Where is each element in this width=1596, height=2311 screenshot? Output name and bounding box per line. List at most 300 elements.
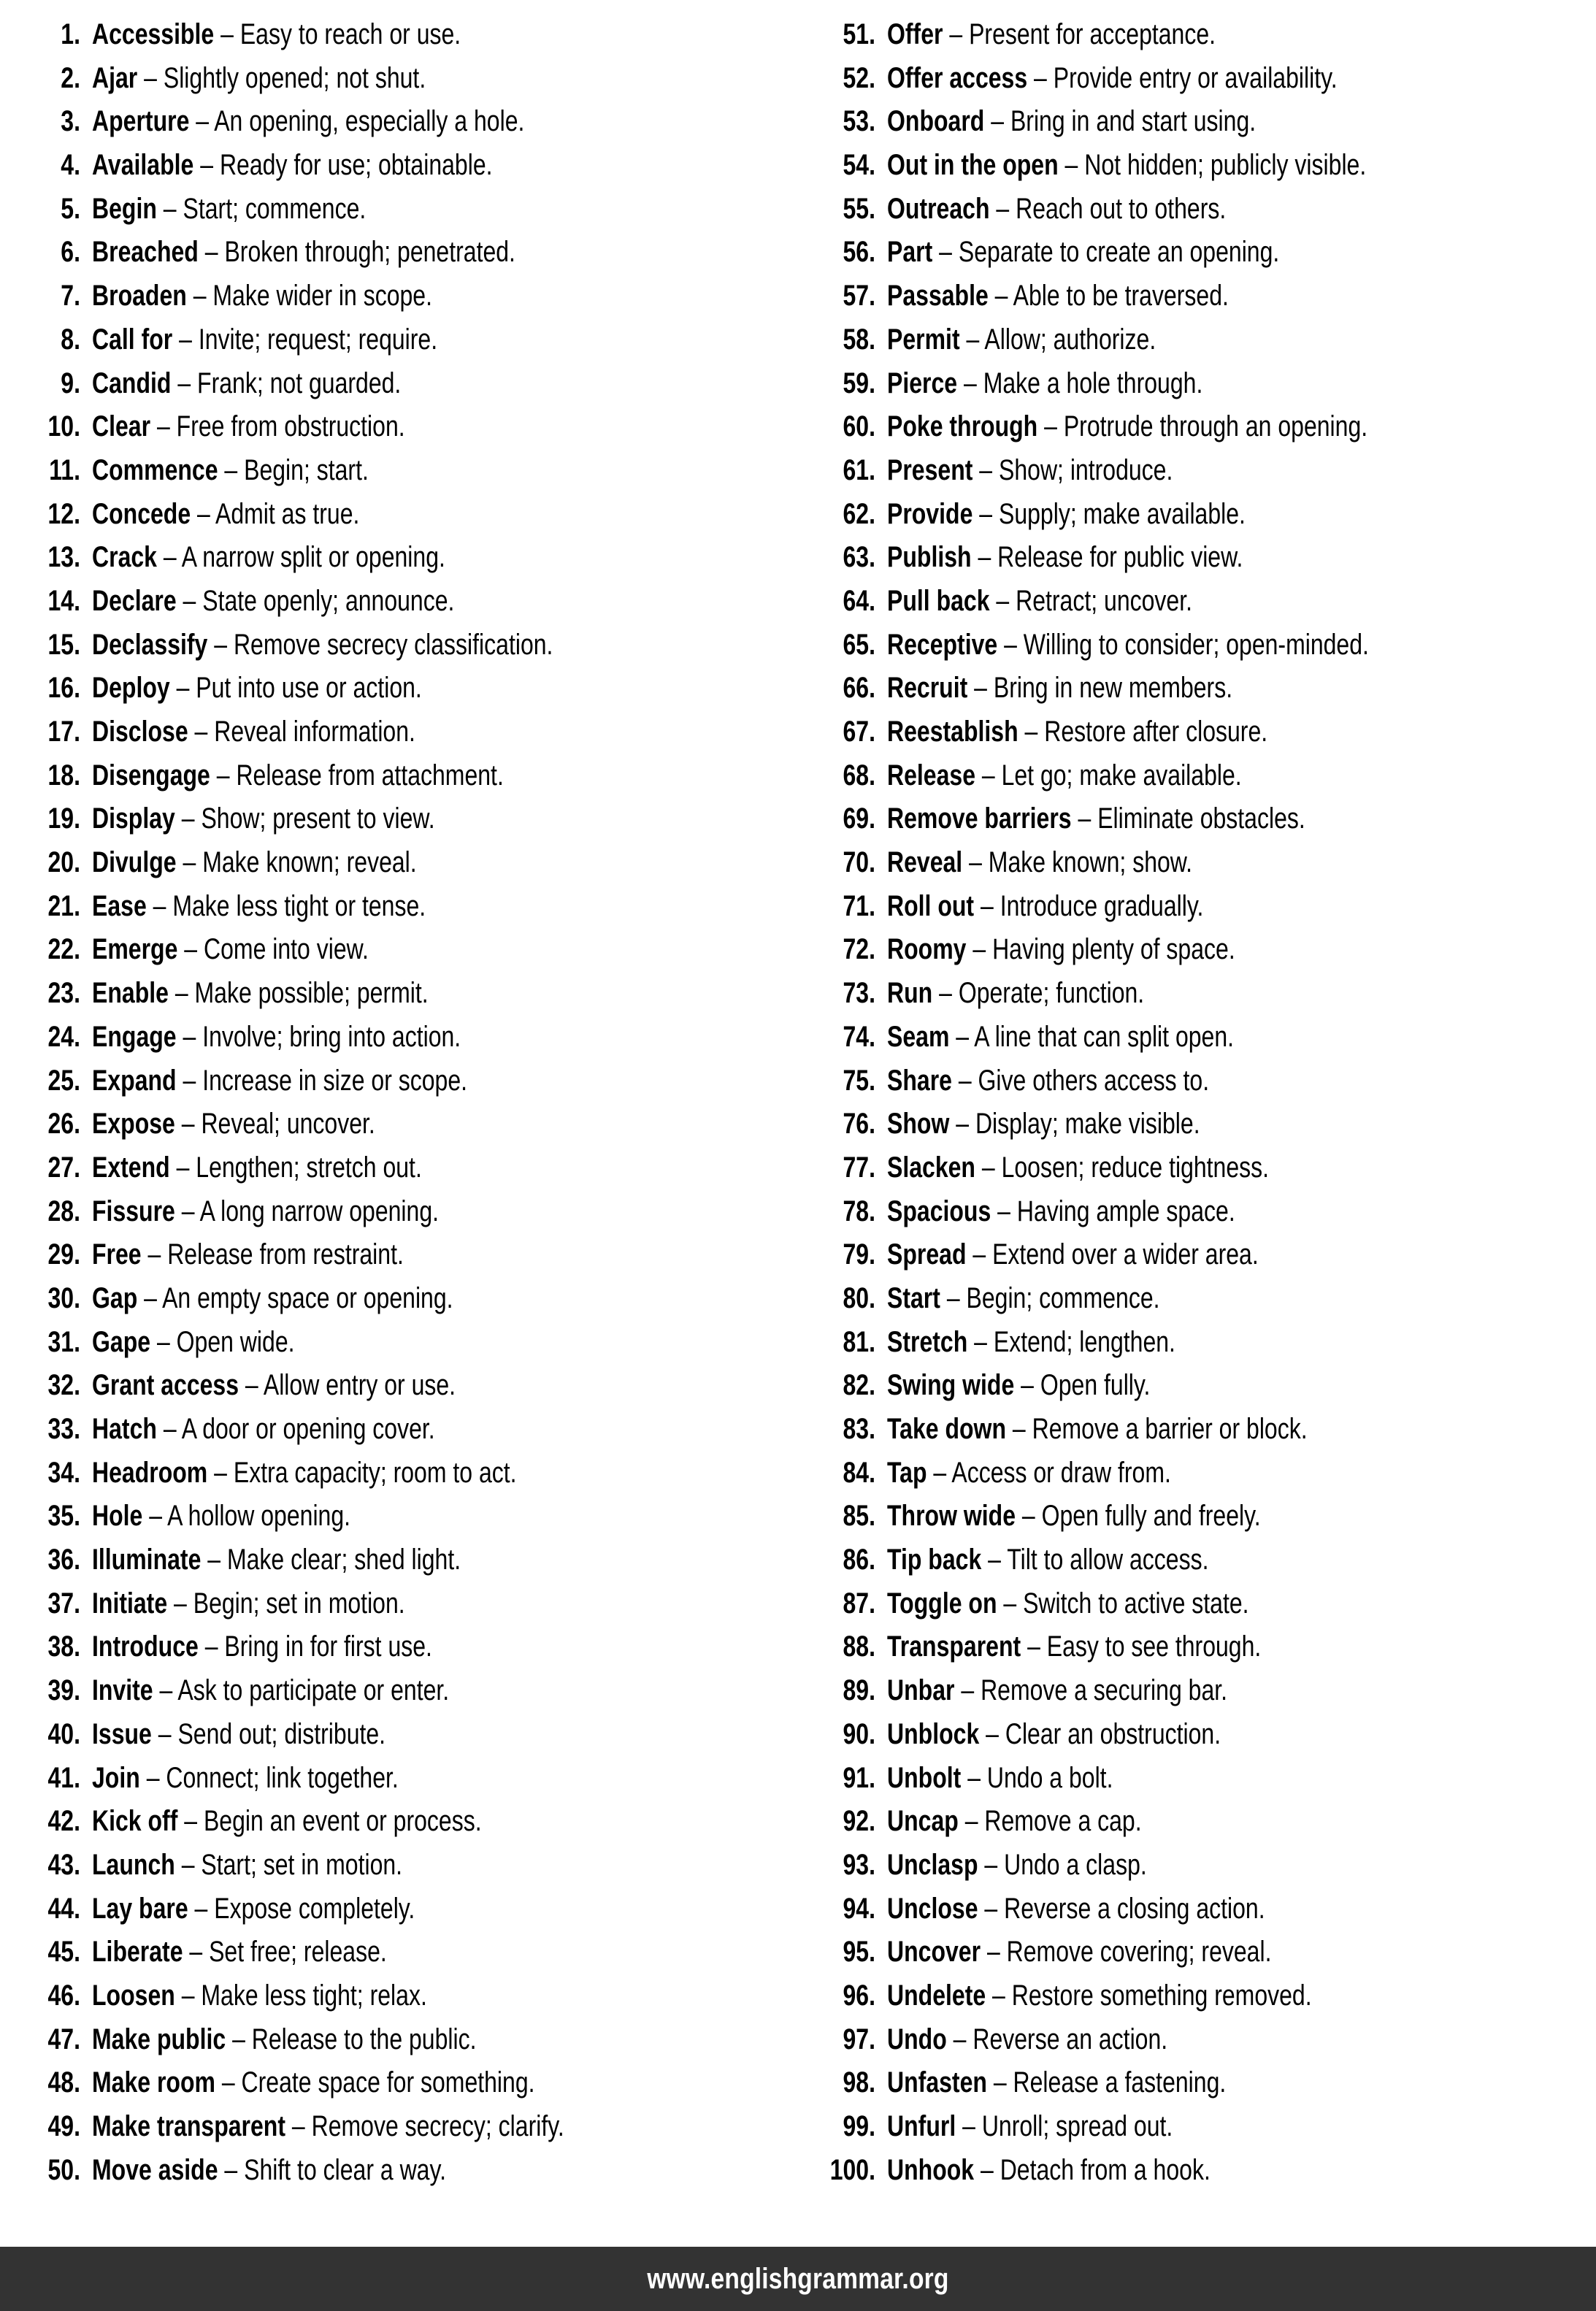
term-definition-separator: – xyxy=(183,846,196,879)
list-item-body xyxy=(80,405,405,449)
term-definition-separator: – xyxy=(177,367,191,399)
right-column xyxy=(798,13,1596,2192)
term-definition-separator: – xyxy=(176,672,190,705)
list-item-definition: Extend over a wider area. xyxy=(992,1238,1259,1271)
list-item-term: Ajar xyxy=(92,61,138,94)
list-item xyxy=(813,2105,1596,2149)
list-item-term: Initiate xyxy=(92,1587,168,1620)
list-item-term: Join xyxy=(92,1761,140,1794)
list-item-number: 18. xyxy=(47,759,80,792)
list-item xyxy=(18,972,798,1016)
term-definition-separator: – xyxy=(988,1544,1001,1576)
list-item-body xyxy=(875,1103,1200,1146)
term-definition-separator: – xyxy=(158,1717,172,1750)
term-definition-separator: – xyxy=(163,192,177,225)
list-item-body xyxy=(875,1538,1208,1582)
list-item-body xyxy=(875,2149,1211,2193)
list-item-definition: Increase in size or scope. xyxy=(202,1064,468,1097)
list-item-body xyxy=(80,841,417,885)
list-item-body xyxy=(875,1974,1312,2018)
list-item-body xyxy=(875,493,1246,537)
term-definition-separator: – xyxy=(220,18,234,50)
list-item xyxy=(813,100,1596,144)
list-item-term: Roll out xyxy=(887,889,975,922)
list-item-number: 59. xyxy=(843,367,875,399)
list-item-term: Issue xyxy=(92,1717,152,1750)
list-item-number: 31. xyxy=(47,1325,80,1358)
list-item xyxy=(18,885,798,929)
list-item-term: Receptive xyxy=(887,628,998,661)
list-item-definition: An opening, especially a hole. xyxy=(214,105,525,138)
term-definition-separator: – xyxy=(984,1892,998,1925)
list-item-body xyxy=(80,275,432,318)
list-item-definition: Provide entry or availability. xyxy=(1053,61,1338,94)
list-item-definition: Begin; commence. xyxy=(966,1281,1160,1314)
list-item-definition: Reverse a closing action. xyxy=(1004,1892,1265,1925)
term-definition-separator: – xyxy=(197,497,210,530)
list-item-term: Emerge xyxy=(92,933,178,966)
list-item-term: Publish xyxy=(887,541,972,574)
list-item xyxy=(18,710,798,754)
list-item-number: 94. xyxy=(843,1892,875,1925)
list-item-term: Loosen xyxy=(92,1979,175,2012)
list-item-body xyxy=(875,2018,1167,2062)
list-item-definition: Operate; function. xyxy=(958,977,1145,1010)
list-item-number: 13. xyxy=(47,541,80,574)
list-item-number: 40. xyxy=(47,1717,80,1750)
term-definition-separator: – xyxy=(953,2023,967,2055)
list-item-number: 99. xyxy=(843,2110,875,2142)
term-definition-separator: – xyxy=(183,584,196,617)
list-item-number: 7. xyxy=(61,280,80,313)
list-item-definition: Reverse an action. xyxy=(972,2023,1168,2055)
list-item xyxy=(18,536,798,580)
list-item xyxy=(813,1538,1596,1582)
list-item-body xyxy=(80,318,437,362)
term-definition-separator: – xyxy=(181,802,195,835)
list-item-term: Out in the open xyxy=(887,149,1059,182)
list-item-definition: Detach from a hook. xyxy=(1000,2153,1211,2186)
list-item-term: Unfasten xyxy=(887,2066,987,2099)
list-item xyxy=(18,362,798,406)
list-item-definition: A long narrow opening. xyxy=(199,1195,440,1227)
list-item-term: Roomy xyxy=(887,933,967,966)
list-item-definition: Admit as true. xyxy=(215,497,360,530)
list-item-number: 44. xyxy=(47,1892,80,1925)
list-item-term: Undelete xyxy=(887,1979,986,2012)
list-item-body xyxy=(80,580,454,624)
term-definition-separator: – xyxy=(984,1848,998,1881)
term-definition-separator: – xyxy=(181,1195,195,1227)
term-definition-separator: – xyxy=(194,1892,208,1925)
list-item-body xyxy=(80,1059,467,1103)
list-item-definition: Bring in for first use. xyxy=(224,1630,432,1663)
list-item-definition: Show; introduce. xyxy=(999,453,1173,486)
list-item xyxy=(18,231,798,275)
list-item xyxy=(813,580,1596,624)
list-item-number: 23. xyxy=(47,977,80,1010)
list-item-term: Declassify xyxy=(92,628,208,661)
list-item-definition: Release from restraint. xyxy=(167,1238,404,1271)
list-item-body xyxy=(80,972,429,1016)
list-item-body xyxy=(80,13,461,57)
list-item-definition: Give others access to. xyxy=(978,1064,1210,1097)
list-item-body xyxy=(80,1800,482,1844)
list-item-number: 92. xyxy=(843,1805,875,1838)
list-item-definition: Supply; make available. xyxy=(998,497,1246,530)
list-item-term: Spacious xyxy=(887,1195,991,1227)
list-item-term: Provide xyxy=(887,497,973,530)
list-item-number: 50. xyxy=(47,2153,80,2186)
list-item-body xyxy=(80,1408,435,1452)
term-definition-separator: – xyxy=(232,2023,245,2055)
list-item xyxy=(18,1974,798,2018)
list-item-body xyxy=(80,1321,295,1365)
term-definition-separator: – xyxy=(979,453,993,486)
list-item-definition: Display; make visible. xyxy=(975,1108,1200,1141)
list-item-term: Unblock xyxy=(887,1717,980,1750)
list-item xyxy=(18,1582,798,1626)
list-item-term: Invite xyxy=(92,1674,153,1707)
list-item-number: 15. xyxy=(47,628,80,661)
list-item xyxy=(813,231,1596,275)
list-item-definition: Loosen; reduce tightness. xyxy=(1001,1151,1270,1184)
term-definition-separator: – xyxy=(200,149,214,182)
list-item-definition: A narrow split or opening. xyxy=(181,541,445,574)
list-item-body xyxy=(80,536,445,580)
list-item-body xyxy=(80,1669,449,1713)
list-item-body xyxy=(80,1582,405,1626)
list-item-definition: Begin; start. xyxy=(244,453,369,486)
list-item-body xyxy=(875,754,1242,798)
term-definition-separator: – xyxy=(1044,410,1057,443)
list-item xyxy=(18,1844,798,1887)
list-item-definition: Connect; link together. xyxy=(166,1761,399,1794)
term-definition-separator: – xyxy=(159,1674,173,1707)
list-item-definition: Put into use or action. xyxy=(196,672,422,705)
list-item-body xyxy=(875,972,1144,1016)
term-definition-separator: – xyxy=(1021,1369,1034,1402)
list-item-term: Disclose xyxy=(92,716,188,748)
list-item xyxy=(18,2149,798,2193)
list-item-body xyxy=(80,2149,446,2193)
list-item xyxy=(18,1059,798,1103)
list-item-term: Lay bare xyxy=(92,1892,188,1925)
list-item-body xyxy=(875,1408,1308,1452)
list-item xyxy=(813,1364,1596,1408)
list-item-definition: Protrude through an opening. xyxy=(1063,410,1368,443)
list-item-body xyxy=(80,928,369,972)
list-item-number: 48. xyxy=(47,2066,80,2099)
list-item-body xyxy=(875,667,1232,710)
list-item-term: Onboard xyxy=(887,105,985,138)
list-item-number: 42. xyxy=(47,1805,80,1838)
list-item-definition: Clear an obstruction. xyxy=(1005,1717,1221,1750)
list-item xyxy=(813,275,1596,318)
list-item-definition: Able to be traversed. xyxy=(1013,280,1229,313)
list-item-body xyxy=(80,797,435,841)
list-item-definition: Allow entry or use. xyxy=(263,1369,456,1402)
list-item xyxy=(18,2018,798,2062)
list-item-number: 64. xyxy=(843,584,875,617)
list-item-term: Start xyxy=(887,1281,940,1314)
list-item xyxy=(18,1669,798,1713)
list-item-term: Undo xyxy=(887,2023,947,2055)
list-item-definition: Release for public view. xyxy=(997,541,1243,574)
term-definition-separator: – xyxy=(967,1761,981,1794)
list-item-definition: Not hidden; publicly visible. xyxy=(1084,149,1367,182)
list-item-term: Call for xyxy=(92,323,173,356)
list-item xyxy=(813,928,1596,972)
term-definition-separator: – xyxy=(939,977,952,1010)
list-item-definition: Come into view. xyxy=(204,933,369,966)
list-item xyxy=(813,188,1596,231)
list-item-term: Slacken xyxy=(887,1151,975,1184)
list-item xyxy=(813,1582,1596,1626)
term-definition-separator: – xyxy=(163,541,177,574)
list-item xyxy=(18,144,798,188)
list-item-definition: Tilt to allow access. xyxy=(1007,1544,1209,1576)
list-item-term: Spread xyxy=(887,1238,967,1271)
list-item-body xyxy=(875,2061,1226,2105)
term-definition-separator: – xyxy=(189,1936,203,1969)
term-definition-separator: – xyxy=(962,2110,975,2142)
list-item xyxy=(813,2018,1596,2062)
list-item-number: 28. xyxy=(47,1195,80,1227)
list-item xyxy=(18,1016,798,1059)
term-definition-separator: – xyxy=(1012,1413,1026,1445)
term-definition-separator: – xyxy=(153,889,166,922)
list-item xyxy=(18,100,798,144)
term-definition-separator: – xyxy=(224,2153,238,2186)
list-item xyxy=(18,1277,798,1321)
list-item-number: 67. xyxy=(843,716,875,748)
list-item-body xyxy=(80,667,422,710)
term-definition-separator: – xyxy=(156,410,170,443)
list-item-body xyxy=(875,1713,1221,1757)
list-item-term: Tap xyxy=(887,1456,927,1489)
list-item-number: 36. xyxy=(47,1544,80,1576)
list-item-number: 32. xyxy=(47,1369,80,1402)
term-definition-separator: – xyxy=(183,1020,196,1053)
list-item xyxy=(813,1452,1596,1495)
term-definition-separator: – xyxy=(181,1979,195,2012)
list-item-term: Unclose xyxy=(887,1892,978,1925)
list-item-term: Divulge xyxy=(92,846,177,879)
list-item-term: Ease xyxy=(92,889,147,922)
list-item-body xyxy=(875,1452,1171,1495)
list-item-number: 91. xyxy=(843,1761,875,1794)
list-item-number: 37. xyxy=(47,1587,80,1620)
list-item-definition: Free from obstruction. xyxy=(176,410,405,443)
list-item-term: Reestablish xyxy=(887,716,1018,748)
term-definition-separator: – xyxy=(1021,1500,1035,1533)
list-item-body xyxy=(875,405,1367,449)
list-item-definition: Frank; not guarded. xyxy=(197,367,402,399)
list-item-term: Unfurl xyxy=(887,2110,956,2142)
list-item-term: Uncover xyxy=(887,1936,981,1969)
list-item-term: Enable xyxy=(92,977,169,1010)
list-item-definition: Make less tight; relax. xyxy=(201,1979,427,2012)
list-item-number: 54. xyxy=(843,149,875,182)
list-item xyxy=(813,2061,1596,2105)
list-item-body xyxy=(80,1103,375,1146)
list-item-term: Deploy xyxy=(92,672,170,705)
list-item xyxy=(18,1364,798,1408)
list-item xyxy=(813,1757,1596,1801)
list-item xyxy=(813,624,1596,667)
list-item-definition: Create space for something. xyxy=(241,2066,535,2099)
term-definition-separator: – xyxy=(156,1325,170,1358)
list-item-term: Unbolt xyxy=(887,1761,962,1794)
list-item-definition: Ready for use; obtainable. xyxy=(219,149,493,182)
list-item-number: 87. xyxy=(843,1587,875,1620)
list-item-definition: Release from attachment. xyxy=(236,759,504,792)
term-definition-separator: – xyxy=(176,1151,190,1184)
list-item-term: Disengage xyxy=(92,759,210,792)
list-item-number: 4. xyxy=(61,149,80,182)
list-item-term: Offer access xyxy=(887,61,1028,94)
list-item-definition: State openly; announce. xyxy=(202,584,455,617)
list-item xyxy=(18,449,798,493)
list-item-definition: Extra capacity; room to act. xyxy=(233,1456,517,1489)
list-item-body xyxy=(80,1844,402,1887)
list-item-definition: Having ample space. xyxy=(1016,1195,1235,1227)
list-item-body xyxy=(875,188,1226,231)
term-definition-separator: – xyxy=(1064,149,1078,182)
list-item xyxy=(18,1887,798,1931)
list-item xyxy=(18,1931,798,1974)
list-item-definition: Invite; request; require. xyxy=(198,323,438,356)
list-item-number: 45. xyxy=(47,1936,80,1969)
list-item-body xyxy=(80,710,415,754)
list-item-number: 16. xyxy=(47,672,80,705)
list-item-body xyxy=(875,797,1305,841)
list-item xyxy=(813,1233,1596,1277)
list-item-number: 100. xyxy=(829,2153,875,2186)
list-item-definition: Release to the public. xyxy=(251,2023,477,2055)
list-item xyxy=(813,1321,1596,1365)
list-item-body xyxy=(80,57,426,101)
list-item-term: Fissure xyxy=(92,1195,175,1227)
list-item-term: Make public xyxy=(92,2023,226,2055)
term-definition-separator: – xyxy=(184,933,198,966)
list-item-number: 69. xyxy=(843,802,875,835)
list-item-body xyxy=(80,2061,535,2105)
list-item-number: 71. xyxy=(843,889,875,922)
term-definition-separator: – xyxy=(979,497,993,530)
list-item xyxy=(18,1538,798,1582)
term-definition-separator: – xyxy=(958,1064,972,1097)
list-item-term: Passable xyxy=(887,280,989,313)
list-item-number: 11. xyxy=(49,453,80,486)
list-item-term: Unclasp xyxy=(887,1848,978,1881)
list-item-number: 74. xyxy=(843,1020,875,1053)
list-item-definition: Remove secrecy; clarify. xyxy=(311,2110,564,2142)
list-item-term: Offer xyxy=(887,18,943,50)
list-item-definition: Make known; show. xyxy=(988,846,1193,879)
list-item-term: Gape xyxy=(92,1325,151,1358)
list-item-definition: Separate to create an opening. xyxy=(958,236,1280,269)
list-item-term: Expand xyxy=(92,1064,177,1097)
term-definition-separator: – xyxy=(966,323,980,356)
list-item-number: 22. xyxy=(47,933,80,966)
list-item-term: Outreach xyxy=(887,192,990,225)
list-item-body xyxy=(875,928,1235,972)
two-column-list xyxy=(0,13,1596,2233)
list-item xyxy=(18,318,798,362)
list-item-body xyxy=(875,841,1192,885)
list-item-body xyxy=(875,1495,1261,1538)
term-definition-separator: – xyxy=(181,1848,195,1881)
term-definition-separator: – xyxy=(961,1674,975,1707)
list-item xyxy=(813,1146,1596,1190)
term-definition-separator: – xyxy=(214,628,228,661)
list-item xyxy=(813,1408,1596,1452)
list-item-definition: An empty space or opening. xyxy=(162,1281,453,1314)
list-item xyxy=(813,1495,1596,1538)
term-definition-separator: – xyxy=(956,1020,970,1053)
term-definition-separator: – xyxy=(972,933,986,966)
list-item-number: 82. xyxy=(843,1369,875,1402)
list-item-body xyxy=(875,1931,1271,1974)
term-definition-separator: – xyxy=(997,1195,1010,1227)
list-item xyxy=(18,1800,798,1844)
term-definition-separator: – xyxy=(996,192,1010,225)
list-item-body xyxy=(875,1277,1160,1321)
list-item-definition: Begin an event or process. xyxy=(203,1805,482,1838)
list-item-term: Poke through xyxy=(887,410,1038,443)
list-item-definition: Make wider in scope. xyxy=(212,280,432,313)
list-item-term: Aperture xyxy=(92,105,190,138)
list-item-term: Seam xyxy=(887,1020,950,1053)
list-item-body xyxy=(80,1931,387,1974)
list-item-definition: Remove a cap. xyxy=(984,1805,1142,1838)
term-definition-separator: – xyxy=(291,2110,305,2142)
term-definition-separator: – xyxy=(978,541,991,574)
term-definition-separator: – xyxy=(149,1500,163,1533)
list-item-number: 80. xyxy=(843,1281,875,1314)
list-item-number: 57. xyxy=(843,280,875,313)
list-item-body xyxy=(875,1016,1234,1059)
list-item-body xyxy=(80,1887,415,1931)
list-item-definition: Bring in and start using. xyxy=(1010,105,1257,138)
list-item-definition: Extend; lengthen. xyxy=(993,1325,1175,1358)
list-item-definition: Restore after closure. xyxy=(1044,716,1268,748)
term-definition-separator: – xyxy=(1034,61,1047,94)
list-item-number: 85. xyxy=(843,1500,875,1533)
term-definition-separator: – xyxy=(949,18,963,50)
list-item-term: Commence xyxy=(92,453,218,486)
list-item-body xyxy=(80,493,359,537)
term-definition-separator: – xyxy=(1004,628,1017,661)
list-item-number: 20. xyxy=(47,846,80,879)
list-item xyxy=(18,493,798,537)
list-item xyxy=(18,928,798,972)
list-item-body xyxy=(80,1713,385,1757)
list-item-definition: Begin; set in motion. xyxy=(193,1587,405,1620)
term-definition-separator: – xyxy=(146,1761,160,1794)
list-item-definition: Let go; make available. xyxy=(1001,759,1242,792)
list-item-definition: Ask to participate or enter. xyxy=(177,1674,450,1707)
list-item xyxy=(813,1103,1596,1146)
list-item-number: 10. xyxy=(47,410,80,443)
list-item-number: 52. xyxy=(843,61,875,94)
list-item-body xyxy=(80,2105,564,2149)
list-item xyxy=(18,841,798,885)
list-item-number: 26. xyxy=(47,1108,80,1141)
list-item-term: Launch xyxy=(92,1848,175,1881)
